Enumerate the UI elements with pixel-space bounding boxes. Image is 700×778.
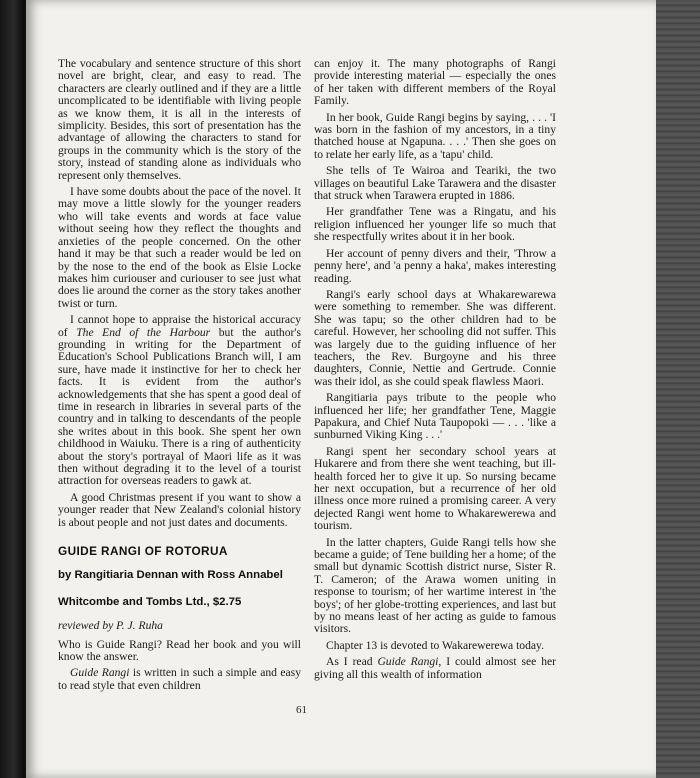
paragraph: Rangi spent her secondary school years at Hukarere and from there she went teaching, but ill-health forced her to give it up. So nursing became her next occupation, but a recurrence of her old illness once more ruined a promising career. A very dejected Rangi went home to Whakarewerewa and tourism.	[314, 444, 556, 533]
paragraph: Her grandfather Tene was a Ringatu, and his religion influenced her younger life so much that she respectfully writes about it in her book.	[314, 205, 556, 244]
review-heading: GUIDE RANGI OF ROTORUA	[58, 544, 228, 559]
paragraph: A good Christmas present if you want to show a younger reader that New Zealand's colonial history is about people and not just dates and documents.	[58, 490, 301, 529]
paragraph: Her account of penny divers and their, 'Throw a penny here', and 'a penny a haka', makes interesting reading.	[314, 246, 556, 285]
paragraph: Rangi's early school days at Whakarewarewa were something to remember. She was different. She was tapu; so the other children had to be careful. However, her schooling did not suffer. This was largely due to the guiding influence of her teachers, the Rev. Burgoyne and his three daughters, Connie, Nettie and Gertrude. Connie was their idol, as she could speak flawless Maori.	[314, 287, 556, 388]
paragraph: The vocabulary and sentence structure of this short novel are bright, clear, and easy to read. The characters are clearly outlined and if they are a little uncomplicated to be identifiable with living people as we know them, it is all in the interests of simplicity. Besides, this sort of presentation has the advantage of allowing the characters to stand for groups in the community which is the story of the story, instead of standing alone as individuals who represent only themselves.	[58, 57, 301, 182]
text-run: , I could almost see her giving all this wealth of information	[314, 655, 556, 681]
reviewer-credit: reviewed by P. J. Ruha	[58, 619, 163, 633]
paragraph: Chapter 13 is devoted to Wakarewerewa today.	[326, 638, 544, 652]
page-number: 61	[296, 704, 307, 716]
right-column	[314, 58, 556, 685]
paragraph	[314, 656, 556, 681]
review-byline: by Rangitiaria Dennan with Ross Annabel	[58, 569, 283, 582]
left-column	[58, 58, 301, 696]
text-run: is written in such a simple and easy to read style that even children	[58, 666, 301, 692]
paragraph: She tells of Te Wairoa and Teariki, the two villages on beautiful Lake Tarawera and the disaster that struck when Tarawera erupted in 1886.	[314, 164, 556, 203]
book-title: The End of the Harbour	[76, 325, 211, 339]
review-publisher: Whitcombe and Tombs Ltd., $2.75	[58, 595, 242, 608]
page-edge-background	[656, 0, 700, 778]
paragraph: Who is Guide Rangi? Read her book and you will know the answer.	[58, 637, 301, 664]
paragraph: I have some doubts about the pace of the novel. It may move a little slowly for the younger readers who will take events and words at face value without seeing how they reflect the thoughts and anxieties of the people concerned. On the other hand it may be that such a reader would be led on by the nose to the end of the book as Elsie Locke makes him curiouser and curiouser to see just what does lie around the corner as the story takes another twist or turn.	[58, 185, 301, 310]
text-run: but the author's grounding in writing for the Department of Education's School Publications Branch will, I am sure, have made it instinctive for her to check her facts. It is evident from the author's acknowledgements that she has spent a good deal of time in research in libraries in several parts of the country and in talking to descendants of the people she writes about in this book. She spent her own childhood in Waiuku. There is a ring of authenticity about the story's portrayal of Maori life as it was then without degrading it to the level of a tourist attraction for overseas readers to gawk at.	[58, 325, 301, 488]
paragraph: In the latter chapters, Guide Rangi tells how she became a guide; of Tene building her a home; of the small but dynamic Scottish district nurse, Sister R. T. Cameron; of the Arawa women uniting in response to tourism; of her wartime interest in 'the boys'; of her globe-trotting experiences, and last but by no means least of her acting as guide to famous visitors.	[314, 535, 556, 636]
paragraph: Rangitiaria pays tribute to the people who influenced her life; her grandfather Tene, Maggie Papakura, and Chief Nuta Taupopoki — . . . 'like a sunburned Viking King . . .'	[314, 391, 556, 442]
paragraph	[58, 314, 301, 488]
text-run: As I read	[326, 655, 378, 669]
book-gutter	[0, 0, 24, 778]
paragraph	[58, 667, 301, 692]
paragraph: can enjoy it. The many photographs of Rangi provide interesting material — especially the ones of her taken with different members of the Royal Family.	[314, 57, 556, 108]
text-run: I cannot hope to appraise the historical accuracy of	[58, 313, 301, 339]
book-title: Guide Rangi	[70, 666, 130, 680]
paragraph: In her book, Guide Rangi begins by saying, . . . 'I was born in the fashion of my ancestors, in a tiny thatched house at Ngapuna. . . .' Then she goes on to relate her early life, as a 'tapu' child.	[314, 110, 556, 161]
book-title: Guide Rangi	[377, 655, 439, 669]
